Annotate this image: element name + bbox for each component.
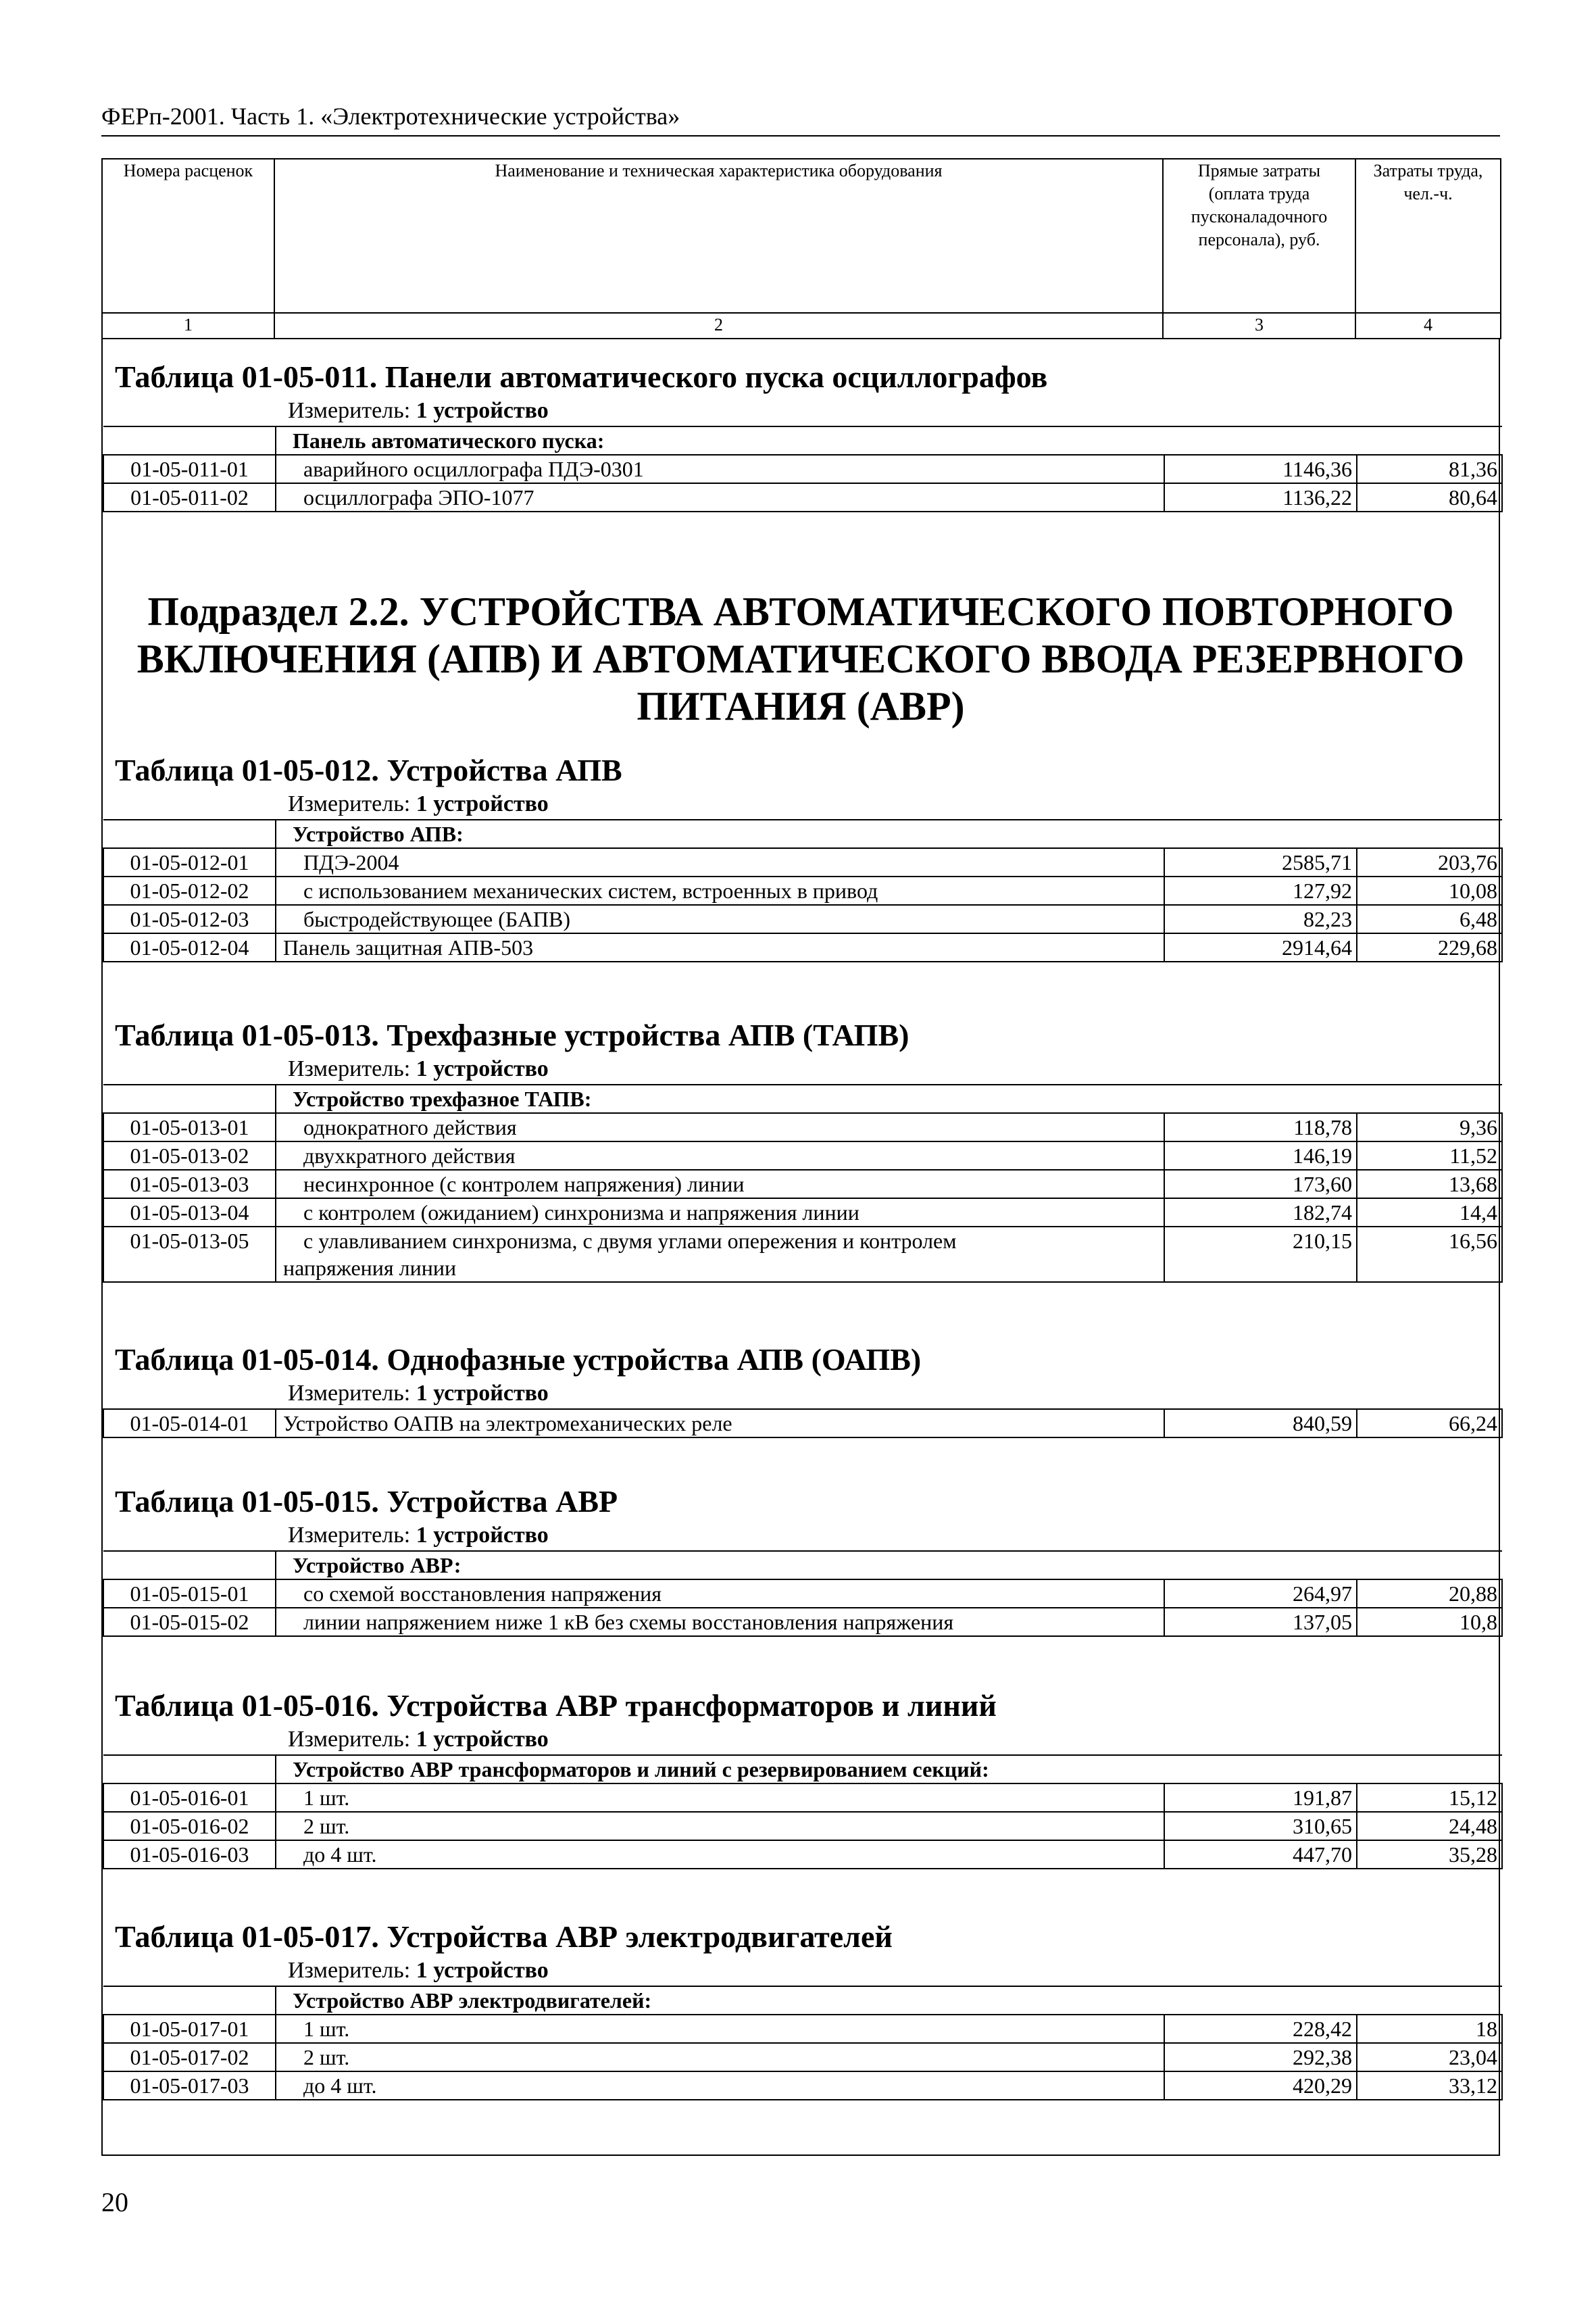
table-row	[103, 2043, 1502, 2071]
cost-cell: 310,65	[1164, 1812, 1357, 1840]
cost-cell: 182,74	[1164, 1198, 1357, 1227]
table-01-05-011	[103, 358, 1499, 512]
labor-cell: 35,28	[1357, 1840, 1502, 1869]
labor-cell: 33,12	[1357, 2071, 1502, 2100]
code-cell: 01-05-015-02	[103, 1608, 276, 1636]
labor-cell: 229,68	[1357, 933, 1502, 962]
meter-value: 1 устройство	[416, 1381, 549, 1406]
page	[101, 101, 1500, 137]
labor-cell: 6,48	[1357, 905, 1502, 933]
code-cell: 01-05-016-01	[103, 1783, 276, 1812]
name-cell: с использованием механических систем, встроенных в привод	[276, 877, 1164, 905]
table-title: Таблица 01-05-017. Устройства АВР электродвигателей	[115, 1919, 893, 1954]
table-row	[103, 1783, 1502, 1812]
labor-cell: 203,76	[1357, 848, 1502, 877]
labor-cell: 15,12	[1357, 1783, 1502, 1812]
name-cell: ПДЭ-2004	[276, 848, 1164, 877]
cost-cell: 191,87	[1164, 1783, 1357, 1812]
table-title: Таблица 01-05-016. Устройства АВР трансформаторов и линий	[115, 1688, 997, 1723]
table-01-05-017	[103, 1918, 1499, 2100]
empty-cell	[103, 1551, 276, 1579]
name-cell: осциллографа ЭПО-1077	[276, 483, 1164, 512]
cost-cell: 2585,71	[1164, 848, 1357, 877]
table-row	[103, 1840, 1502, 1869]
group-heading: Устройство АВР электродвигателей:	[276, 1986, 1502, 2015]
name-line-2: напряжения линии	[283, 1256, 457, 1280]
name-cell: аварийного осциллографа ПДЭ-0301	[276, 455, 1164, 483]
group-heading: Устройство трехфазное ТАПВ:	[276, 1085, 1502, 1113]
col-header-codes: Номера расценок	[102, 159, 274, 313]
cost-cell: 840,59	[1164, 1409, 1357, 1437]
meter-label: Измеритель:	[288, 1381, 411, 1406]
table-row	[103, 1579, 1502, 1608]
page-number: 20	[101, 2187, 128, 2217]
col-header-labor: Затраты труда, чел.-ч.	[1355, 159, 1501, 313]
name-cell: до 4 шт.	[276, 1840, 1164, 1869]
meter	[103, 1956, 1499, 1986]
group-heading: Панель автоматического пуска:	[276, 426, 1502, 455]
table-row	[103, 933, 1502, 962]
cost-cell: 82,23	[1164, 905, 1357, 933]
group-heading: Устройство АВР трансформаторов и линий с резервированием секций:	[276, 1755, 1502, 1783]
code-cell: 01-05-012-01	[103, 848, 276, 877]
name-cell: быстродействующее (БАПВ)	[276, 905, 1164, 933]
table-title: Таблица 01-05-012. Устройства АПВ	[115, 753, 622, 787]
labor-cell: 23,04	[1357, 2043, 1502, 2071]
code-cell: 01-05-012-04	[103, 933, 276, 962]
table-row	[103, 455, 1502, 483]
data-table	[103, 1408, 1503, 1438]
labor-cell: 18	[1357, 2015, 1502, 2043]
meter-label: Измеритель:	[288, 1727, 411, 1752]
name-cell: двухкратного действия	[276, 1141, 1164, 1170]
meter	[103, 396, 1499, 426]
data-table	[103, 1986, 1503, 2100]
data-table	[103, 819, 1503, 962]
empty-cell	[103, 1755, 276, 1783]
table-01-05-016	[103, 1687, 1499, 1869]
cost-cell: 447,70	[1164, 1840, 1357, 1869]
meter	[103, 1054, 1499, 1084]
header-rule	[101, 135, 1500, 137]
code-cell: 01-05-011-02	[103, 483, 276, 512]
meter-value: 1 устройство	[416, 1056, 549, 1081]
group-heading: Устройство АВР:	[276, 1551, 1502, 1579]
code-cell: 01-05-013-01	[103, 1113, 276, 1141]
cost-cell: 228,42	[1164, 2015, 1357, 2043]
code-cell: 01-05-014-01	[103, 1409, 276, 1437]
code-cell: 01-05-015-01	[103, 1579, 276, 1608]
table-row	[103, 2071, 1502, 2100]
code-cell: 01-05-017-02	[103, 2043, 276, 2071]
name-cell: Устройство ОАПВ на электромеханических реле	[276, 1409, 1164, 1437]
table-01-05-012	[103, 752, 1499, 962]
group-heading: Устройство АПВ:	[276, 820, 1502, 848]
name-cell: с контролем (ожиданием) синхронизма и напряжения линии	[276, 1198, 1164, 1227]
code-cell: 01-05-013-03	[103, 1170, 276, 1198]
table-title: Таблица 01-05-015. Устройства АВР	[115, 1484, 618, 1519]
table-row	[103, 848, 1502, 877]
table-01-05-013	[103, 1016, 1499, 1283]
meter-label: Измеритель:	[288, 1958, 411, 1983]
name-cell: 1 шт.	[276, 2015, 1164, 2043]
name-cell: линии напряжением ниже 1 кВ без схемы восстановления напряжения	[276, 1608, 1164, 1636]
table-row	[103, 877, 1502, 905]
code-cell: 01-05-016-02	[103, 1812, 276, 1840]
table-row	[103, 1608, 1502, 1636]
labor-cell: 10,8	[1357, 1608, 1502, 1636]
cost-cell: 264,97	[1164, 1579, 1357, 1608]
meter-label: Измеритель:	[288, 1523, 411, 1548]
code-cell: 01-05-017-03	[103, 2071, 276, 2100]
data-table	[103, 1550, 1503, 1637]
meter	[103, 789, 1499, 819]
col-number: 3	[1163, 313, 1355, 339]
meter	[103, 1725, 1499, 1754]
meter	[103, 1379, 1499, 1408]
table-title: Таблица 01-05-011. Панели автоматического пуска осциллографов	[115, 360, 1048, 394]
name-cell: Панель защитная АПВ-503	[276, 933, 1164, 962]
cost-cell: 146,19	[1164, 1141, 1357, 1170]
code-cell: 01-05-012-02	[103, 877, 276, 905]
data-table	[103, 426, 1503, 512]
table-row	[103, 1141, 1502, 1170]
table-title: Таблица 01-05-013. Трехфазные устройства АПВ (ТАПВ)	[115, 1018, 909, 1052]
name-line-1: с улавливанием синхронизма, с двумя углами опережения и контролем	[303, 1229, 957, 1253]
cost-cell: 137,05	[1164, 1608, 1357, 1636]
name-cell: до 4 шт.	[276, 2071, 1164, 2100]
labor-cell: 9,36	[1357, 1113, 1502, 1141]
meter-value: 1 устройство	[416, 791, 549, 816]
table-row	[103, 905, 1502, 933]
meter-value: 1 устройство	[416, 1727, 549, 1752]
meter-value: 1 устройство	[416, 1523, 549, 1548]
cost-cell: 173,60	[1164, 1170, 1357, 1198]
labor-cell: 11,52	[1357, 1141, 1502, 1170]
cost-cell: 210,15	[1164, 1227, 1357, 1282]
code-cell: 01-05-012-03	[103, 905, 276, 933]
body-frame	[101, 339, 1500, 2156]
meter-label: Измеритель:	[288, 1056, 411, 1081]
col-number: 2	[274, 313, 1163, 339]
table-row	[103, 1170, 1502, 1198]
code-cell: 01-05-011-01	[103, 455, 276, 483]
empty-cell	[103, 1986, 276, 2015]
meter	[103, 1521, 1499, 1550]
labor-cell: 80,64	[1357, 483, 1502, 512]
running-header: ФЕРп-2001. Часть 1. «Электротехнические устройства»	[101, 103, 680, 130]
labor-cell: 16,56	[1357, 1227, 1502, 1282]
cost-cell: 118,78	[1164, 1113, 1357, 1141]
col-header-direct-cost: Прямые затраты (оплата труда пусконаладочного персонала), руб.	[1163, 159, 1355, 313]
content	[101, 158, 1500, 2156]
labor-cell: 13,68	[1357, 1170, 1502, 1198]
table-row	[103, 1198, 1502, 1227]
code-cell: 01-05-016-03	[103, 1840, 276, 1869]
cost-cell: 127,92	[1164, 877, 1357, 905]
table-01-05-015	[103, 1483, 1499, 1637]
labor-cell: 10,08	[1357, 877, 1502, 905]
table-row	[103, 1113, 1502, 1141]
name-cell: 2 шт.	[276, 1812, 1164, 1840]
empty-cell	[103, 820, 276, 848]
name-cell: однократного действия	[276, 1113, 1164, 1141]
table-row	[103, 2015, 1502, 2043]
meter-value: 1 устройство	[416, 398, 549, 423]
subsection-heading: Подраздел 2.2. УСТРОЙСТВА АВТОМАТИЧЕСКОГО ПОВТОРНОГО ВКЛЮЧЕНИЯ (АПВ) И АВТОМАТИЧЕСКОГО ВВОДА РЕЗЕРВНОГО ПИТАНИЯ (АВР)	[136, 589, 1465, 729]
table-row	[103, 1227, 1502, 1282]
code-cell: 01-05-013-05	[103, 1227, 276, 1282]
code-cell: 01-05-013-02	[103, 1141, 276, 1170]
meter-label: Измеритель:	[288, 791, 411, 816]
empty-cell	[103, 1085, 276, 1113]
name-cell: 2 шт.	[276, 2043, 1164, 2071]
labor-cell: 24,48	[1357, 1812, 1502, 1840]
labor-cell: 81,36	[1357, 455, 1502, 483]
table-row	[103, 483, 1502, 512]
cost-cell: 1146,36	[1164, 455, 1357, 483]
cost-cell: 292,38	[1164, 2043, 1357, 2071]
name-cell	[276, 1227, 1164, 1282]
name-cell: 1 шт.	[276, 1783, 1164, 1812]
column-header-table	[101, 158, 1501, 339]
code-cell: 01-05-013-04	[103, 1198, 276, 1227]
table-title: Таблица 01-05-014. Однофазные устройства АПВ (ОАПВ)	[115, 1342, 922, 1377]
cost-cell: 420,29	[1164, 2071, 1357, 2100]
name-cell: со схемой восстановления напряжения	[276, 1579, 1164, 1608]
cost-cell: 2914,64	[1164, 933, 1357, 962]
table-row	[103, 1409, 1502, 1437]
cost-cell: 1136,22	[1164, 483, 1357, 512]
table-01-05-014	[103, 1341, 1499, 1438]
col-header-name: Наименование и техническая характеристика оборудования	[274, 159, 1163, 313]
meter-value: 1 устройство	[416, 1958, 549, 1983]
col-number: 4	[1355, 313, 1501, 339]
labor-cell: 14,4	[1357, 1198, 1502, 1227]
labor-cell: 66,24	[1357, 1409, 1502, 1437]
col-number: 1	[102, 313, 274, 339]
code-cell: 01-05-017-01	[103, 2015, 276, 2043]
data-table	[103, 1084, 1503, 1283]
empty-cell	[103, 426, 276, 455]
name-cell: несинхронное (с контролем напряжения) линии	[276, 1170, 1164, 1198]
labor-cell: 20,88	[1357, 1579, 1502, 1608]
table-row	[103, 1812, 1502, 1840]
data-table	[103, 1754, 1503, 1869]
meter-label: Измеритель:	[288, 398, 411, 423]
